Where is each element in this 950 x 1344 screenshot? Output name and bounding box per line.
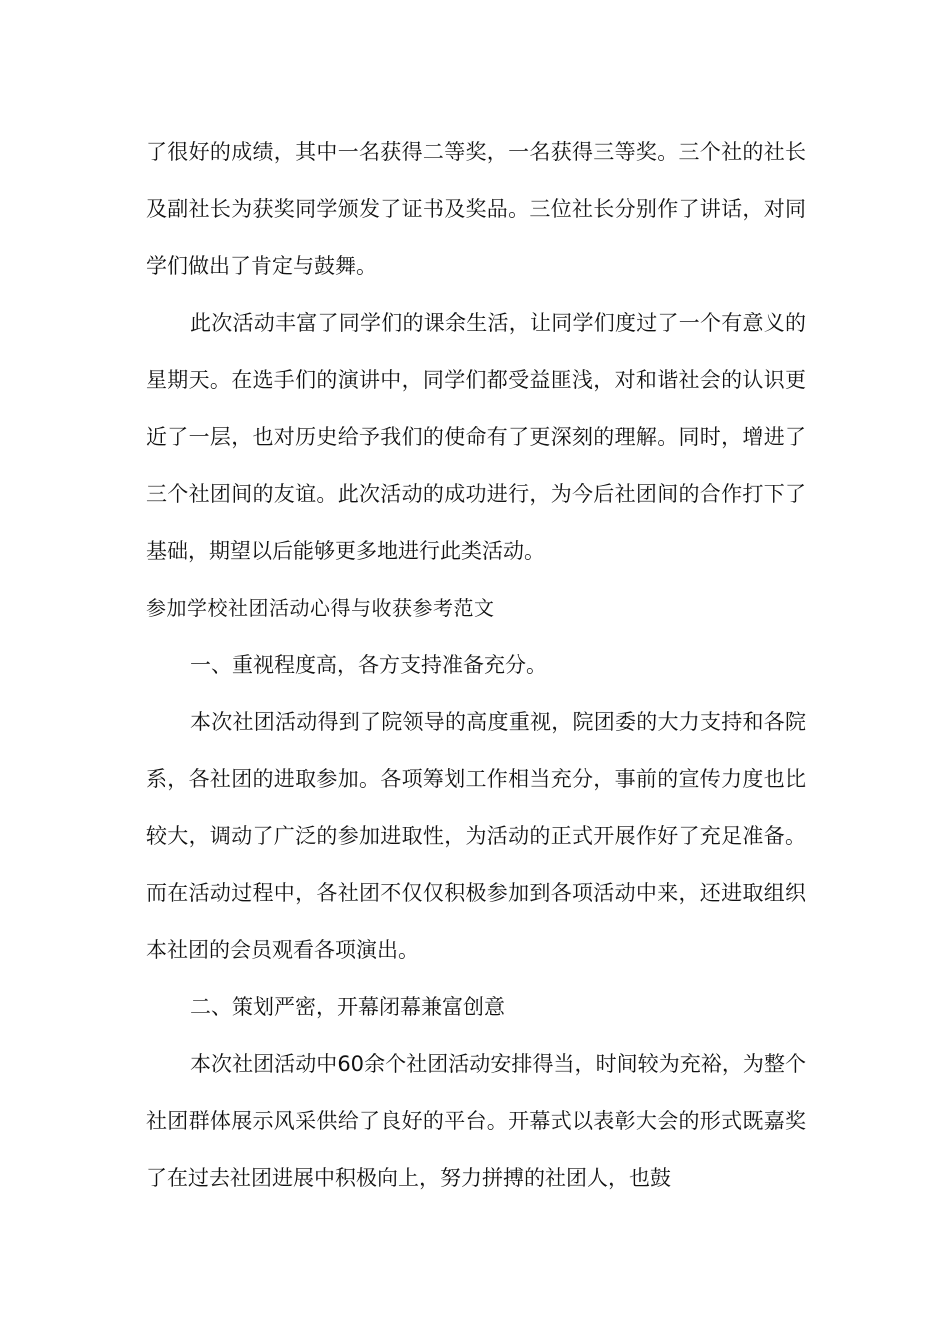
section-title: 参加学校社团活动心得与收获参考范文: [146, 596, 495, 620]
document-body: [146, 124, 806, 1207]
section-point-one-body: 本次社团活动得到了院领导的高度重视，院团委的大力支持和各院系，各社团的进取参加。各项筹划工作相当充分，事前的宣传力度也比较大，调动了广泛的参加进取性，为活动的正式开展作好了充足准备。而在活动过程中，各社团不仅仅积极参加到各项活动中来，还进取组织本社团的会员观看各项演出。: [146, 710, 806, 962]
section-point-one-heading: 一、重视程度高，各方支持准备充分。: [190, 653, 547, 677]
section-point-two-heading: 二、策划严密，开幕闭幕兼富创意: [190, 995, 505, 1019]
section-point-two-body: 本次社团活动中60余个社团活动安排得当，时间较为充裕，为整个社团群体展示风采供给了良好的平台。开幕式以表彰大会的形式既嘉奖了在过去社团进展中积极向上，努力拼搏的社团人，也鼓: [146, 1052, 806, 1190]
paragraph-activity-summary: 此次活动丰富了同学们的课余生活，让同学们度过了一个有意义的星期天。在选手们的演讲中，同学们都受益匪浅，对和谐社会的认识更近了一层，也对历史给予我们的使命有了更深刻的理解。同时，增进了三个社团间的友谊。此次活动的成功进行，为今后社团间的合作打下了基础，期望以后能够更多地进行此类活动。: [146, 311, 806, 563]
paragraph-continued: 了很好的成绩，其中一名获得二等奖，一名获得三等奖。三个社的社长及副社长为获奖同学颁发了证书及奖品。三位社长分别作了讲话，对同学们做出了肯定与鼓舞。: [146, 140, 806, 278]
